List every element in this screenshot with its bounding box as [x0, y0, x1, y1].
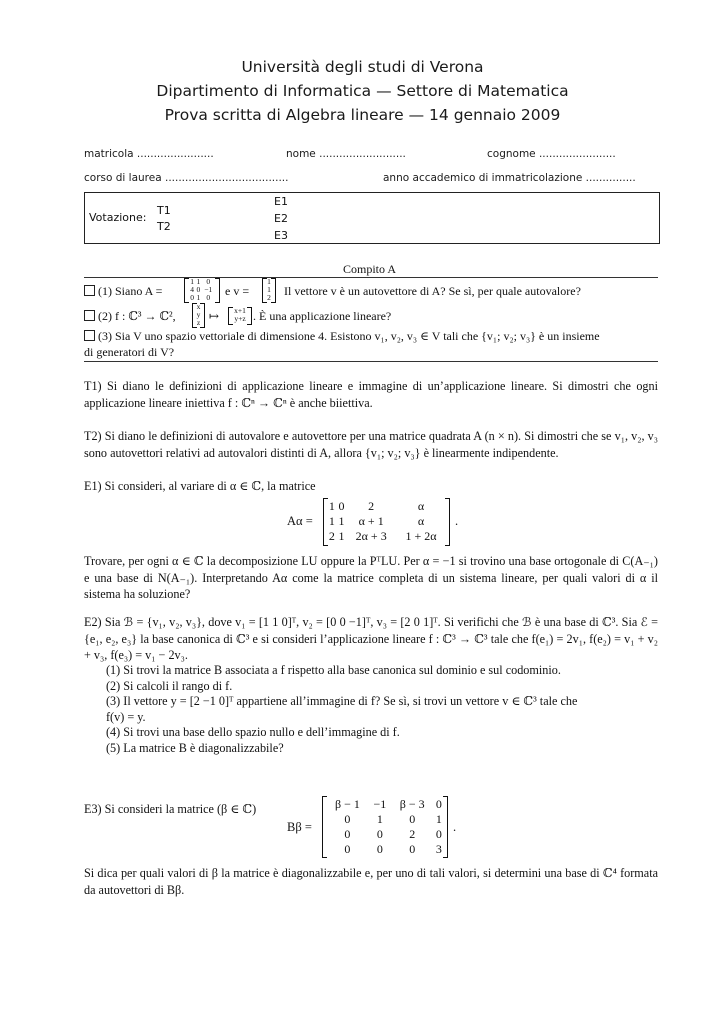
- q1-matrix: [184, 278, 220, 303]
- q3-line2: di generatori di V?: [84, 345, 175, 359]
- e1-period: .: [455, 514, 459, 528]
- e2-list-item: (3) Il vettore y = [2 −1 0]ᵀ appartiene all’immagine di f? Se sì, si trovi un vettore v ∈ ℂ³ tale che: [106, 694, 578, 708]
- q1-question: Il vettore v è un autovettore di A? Se sì, per quale autovalore?: [284, 284, 581, 298]
- checkbox-q1[interactable]: [84, 285, 95, 296]
- e3-matrix-cell: 0: [376, 842, 383, 856]
- cognome-field: cognome .......................: [487, 148, 616, 160]
- divider-top: [84, 277, 658, 278]
- e3-matrix-cell: 0: [435, 827, 442, 841]
- e1-matrix-cell: 2: [328, 529, 335, 543]
- e3-matrix-cell: 0: [344, 812, 351, 826]
- e1-matrix-cell: 2α + 3: [355, 529, 387, 543]
- e3-matrix-cell: 0: [344, 827, 351, 841]
- e1-matrix-cell: 1: [328, 514, 335, 528]
- q2-input-vector: [192, 303, 205, 328]
- divider-bottom: [84, 361, 658, 362]
- q1-vector: [262, 278, 276, 303]
- e1-matrix-cell: α + 1: [358, 514, 384, 528]
- department-title: Dipartimento di Informatica — Settore di Matematica: [156, 82, 569, 100]
- e3-matrix-cell: 1: [435, 812, 442, 826]
- e1-matrix-label: Aα =: [287, 514, 313, 528]
- e2-list-item: (1) Si trovi la matrice B associata a f rispetto alla base canonica sul dominio e sul codominio.: [106, 663, 561, 677]
- q1-vector-cell: 1: [267, 285, 271, 294]
- q2-maps-to: ↦: [209, 309, 220, 323]
- grade-t2: T2: [157, 220, 171, 233]
- nome-field: nome ..........................: [286, 148, 406, 160]
- q2-prefix: (2) f : ℂ³ → ℂ²,: [84, 309, 176, 324]
- e1-matrix-cell: 1: [338, 514, 345, 528]
- e1-matrix-cell: α: [417, 499, 425, 513]
- compito-title: Compito A: [343, 262, 397, 276]
- q2-output-cell: y+z: [234, 314, 246, 323]
- checkbox-q2[interactable]: [84, 310, 95, 321]
- e2-text: E2) Sia ℬ = {v₁, v₂, v₃}, dove v₁ = [1 1 0]ᵀ, v₂ = [0 0 −1]ᵀ, v₃ = [2 0 1]ᵀ. Si verifichi che ℬ è una base di ℂ³. Sia ℰ = {e₁, e₂, e₃} la base canonica di ℂ³ e si consideri l’applicazione lineare f : ℂ³ → ℂ³ tale che f(e₁) = 2v₁, f(e₂) = v₁ + v₂ + v₃, f(e₃) = v₁ − 2v₃.: [84, 615, 658, 662]
- e1-intro: E1) Si consideri, al variare di α ∈ ℂ, la matrice: [84, 479, 316, 493]
- q1-vector-cell: 1: [267, 277, 271, 286]
- anno-field: anno accademico di immatricolazione ...............: [383, 172, 636, 184]
- corso-field: corso di laurea .....................................: [84, 172, 289, 184]
- q1-matrix-cell: 1: [190, 277, 195, 286]
- e1-text: Trovare, per ogni α ∈ ℂ la decomposizione LU oppure la PᵀLU. Per α = −1 si trovino una base ortogonale di C(A₋₁) e una base di N(A₋₁). Interpretando Aα come la matrice completa di un sistema lineare, per quali valori di α il sistema ha soluzione?: [84, 554, 658, 601]
- e2-list-item: (2) Si calcoli il rango di f.: [106, 678, 233, 693]
- matricola-field: matricola .......................: [84, 148, 214, 160]
- e3-intro: E3) Si consideri la matrice (β ∈ ℂ): [84, 802, 257, 816]
- e3-matrix-cell: 0: [435, 797, 442, 811]
- q1-vector-cell: 2: [267, 293, 271, 302]
- e1-matrix-cell: 1: [328, 499, 335, 513]
- q1-prefix: (1) Siano A =: [84, 284, 162, 299]
- q1-matrix-cell: 0: [196, 285, 201, 294]
- grade-e3: E3: [274, 229, 288, 242]
- e3-text: Si dica per quali valori di β la matrice è diagonalizzabile e, per uno di tali valori, si determini una base di ℂ⁴ formata da autovettori di Bβ.: [84, 866, 658, 897]
- e3-matrix-cell: 3: [435, 842, 442, 856]
- q1-matrix-cell: −1: [204, 285, 213, 294]
- grade-t1: T1: [157, 204, 171, 217]
- exam-title: Prova scritta di Algebra lineare — 14 gennaio 2009: [164, 106, 561, 124]
- q3-line1: (3) Sia V uno spazio vettoriale di dimensione 4. Esistono v₁, v₂, v₃ ∈ V tali che {v₁; v₂; v₃} è un insieme: [84, 329, 600, 344]
- e1-matrix-cell: 1 + 2α: [405, 529, 437, 543]
- university-title: Università degli studi di Verona: [241, 58, 484, 76]
- q1-matrix-cell: 0: [206, 293, 211, 302]
- e2-list-item: f(v) = y.: [106, 709, 146, 724]
- t2-text: T2) Si diano le definizioni di autovalore e autovettore per una matrice quadrata A (n × n). Si dimostri che se v₁, v₂, v₃ sono autovettori relativi ad autovalori distinti di A, allora {v₁; v₂; v₃} è linearmente indipendente.: [84, 429, 658, 460]
- e2-list-item: (4) Si trovi una base dello spazio nullo e dell’immagine di f.: [106, 725, 400, 739]
- e3-matrix-cell: β − 1: [334, 797, 360, 811]
- e3-matrix-cell: 0: [376, 827, 383, 841]
- e2-list-item: (5) La matrice B è diagonalizzabile?: [106, 740, 284, 755]
- checkbox-q3[interactable]: [84, 330, 95, 341]
- e1-matrix: [323, 498, 450, 546]
- e1-matrix-cell: 1: [338, 529, 345, 543]
- e3-matrix-cell: 0: [409, 842, 416, 856]
- e3-matrix-cell: −1: [373, 797, 387, 811]
- q1-matrix-cell: 4: [190, 285, 195, 294]
- e3-matrix-cell: 1: [376, 812, 383, 826]
- e3-matrix-cell: 0: [409, 812, 416, 826]
- e1-matrix-cell: 2: [368, 499, 375, 513]
- q1-mid: e v =: [225, 284, 250, 298]
- grade-box: [84, 192, 660, 244]
- q1-matrix-cell: 1: [196, 277, 201, 286]
- q1-matrix-cell: 0: [206, 277, 211, 286]
- e3-matrix-cell: β − 3: [399, 797, 425, 811]
- q1-matrix-cell: 0: [190, 293, 195, 302]
- q1-matrix-cell: 1: [196, 293, 201, 302]
- e3-matrix-cell: 2: [409, 827, 416, 841]
- t1-text: T1) Si diano le definizioni di applicazione lineare e immagine di un’applicazione lineare. Si dimostri che ogni applicazione lineare iniettiva f : ℂⁿ → ℂⁿ è anche biiettiva.: [84, 379, 658, 410]
- e3-matrix-label: Bβ =: [287, 820, 312, 834]
- grade-e2: E2: [274, 212, 288, 225]
- e2-list: [106, 663, 658, 756]
- e3-matrix-cell: 0: [344, 842, 351, 856]
- q2-output-vector: [228, 307, 252, 325]
- votazione-label: Votazione:: [89, 211, 147, 224]
- grade-e1: E1: [274, 195, 288, 208]
- q2-input-cell: y: [196, 310, 201, 319]
- e1-matrix-cell: α: [417, 514, 425, 528]
- e3-matrix: [322, 796, 448, 858]
- q2-input-cell: x: [196, 302, 201, 311]
- e3-period: .: [453, 820, 457, 834]
- q2-question: . È una applicazione lineare?: [253, 309, 392, 323]
- e1-matrix-cell: 0: [338, 499, 345, 513]
- q2-input-cell: z: [196, 318, 201, 327]
- q2-output-cell: x+1: [234, 306, 246, 315]
